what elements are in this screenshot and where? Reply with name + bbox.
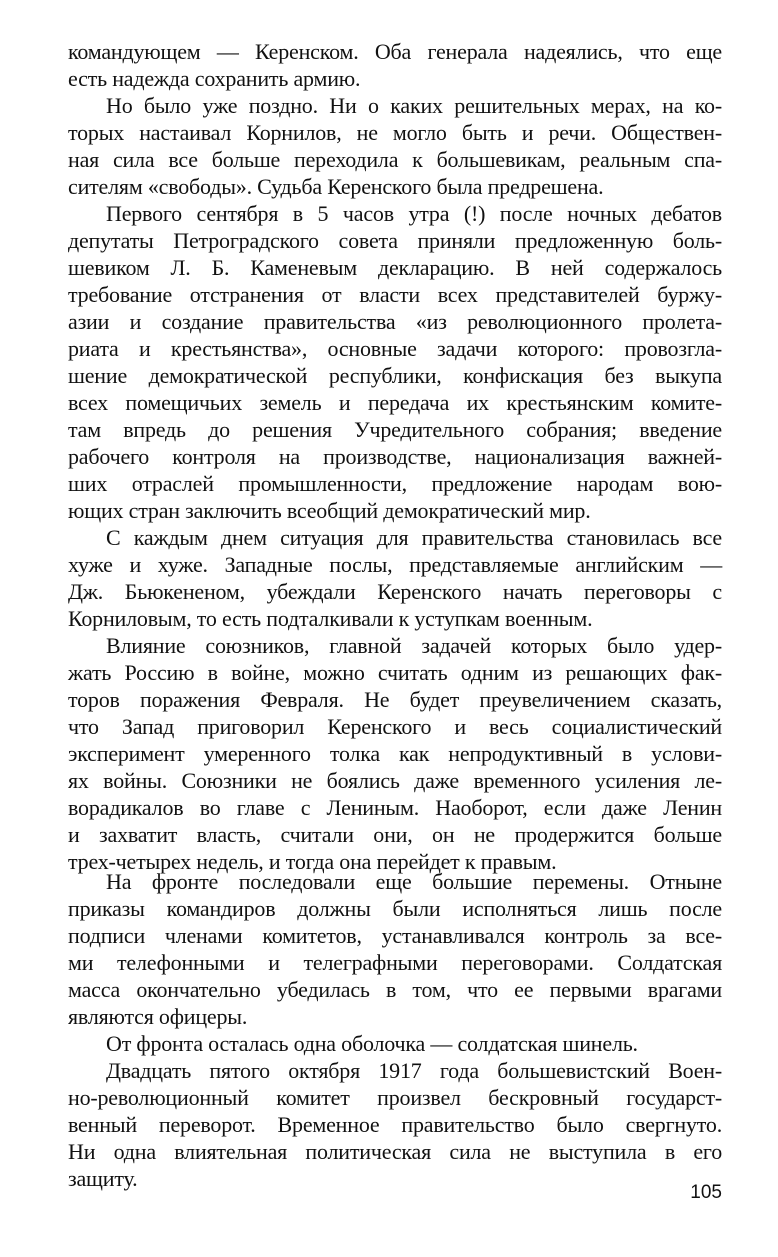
text-block-upper	[68, 38, 722, 875]
text-line: приказы командиров должны были исполняться лишь после	[68, 896, 722, 921]
text-line: От фронта осталась одна оболочка — солдатская шинель.	[106, 1031, 638, 1056]
text-line: рабочего контроля на производстве, национализация важней-	[68, 444, 722, 469]
paragraph	[68, 868, 722, 1030]
text-line: жать Россию в войне, можно считать одним из решающих фак-	[68, 660, 722, 685]
text-line: ворадикалов во главе с Лениным. Наоборот, если даже Ленин	[68, 795, 722, 820]
text-line: командующем — Керенском. Оба генерала надеялись, что еще	[68, 39, 722, 64]
text-line: являются офицеры.	[68, 1004, 248, 1029]
text-line: но-революционный комитет произвел бескровный государст-	[68, 1085, 722, 1110]
text-line: риата и крестьянства», основные задачи которого: провозгла-	[68, 336, 722, 361]
text-line: эксперимент умеренного толка как непродуктивный в услови-	[68, 741, 722, 766]
text-line: там впредь до решения Учредительного собрания; введение	[68, 417, 722, 442]
text-line: и захватит власть, считали они, он не продержится больше	[68, 822, 722, 847]
text-line: ная сила все больше переходила к большевикам, реальным спа-	[68, 147, 722, 172]
text-line: что Запад приговорил Керенского и весь социалистический	[68, 714, 722, 739]
paragraph	[68, 38, 722, 92]
text-line: Первого сентября в 5 часов утра (!) после ночных дебатов	[106, 201, 722, 226]
text-line: защиту.	[68, 1166, 138, 1191]
text-line: Но было уже поздно. Ни о каких решительных мерах, на ко-	[106, 93, 722, 118]
text-line: трех-четырех недель, и тогда она перейдет к правым.	[68, 849, 557, 874]
page-number: 105	[690, 1182, 722, 1203]
paragraph	[68, 524, 722, 632]
text-line: торов поражения Февраля. Не будет преувеличением сказать,	[68, 687, 722, 712]
text-line: сителям «свободы». Судьба Керенского была предрешена.	[68, 174, 604, 199]
text-line: подписи членами комитетов, устанавливался контроль за все-	[68, 923, 722, 948]
paragraph	[68, 92, 722, 200]
text-line: ми телефонными и телеграфными переговорами. Солдатская	[68, 950, 722, 975]
text-line: ших отраслей промышленности, предложение народам вою-	[68, 471, 722, 496]
text-line: шение демократической республики, конфискация без выкупа	[68, 363, 722, 388]
text-line: депутаты Петроградского совета приняли предложенную боль-	[68, 228, 722, 253]
text-line: требование отстранения от власти всех представителей буржу-	[68, 282, 722, 307]
text-line: шевиком Л. Б. Каменевым декларацию. В ней содержалось	[68, 255, 722, 280]
paragraph	[68, 632, 722, 875]
text-line: хуже и хуже. Западные послы, представляемые английским —	[68, 552, 722, 577]
text-line: ях войны. Союзники не боялись даже временного усиления ле-	[68, 768, 722, 793]
text-line: На фронте последовали еще большие перемены. Отныне	[106, 869, 722, 894]
text-line: Дж. Бьюкененом, убеждали Керенского начать переговоры с	[68, 579, 722, 604]
text-line: есть надежда сохранить армию.	[68, 66, 361, 91]
paragraph	[68, 1030, 722, 1057]
text-line: С каждым днем ситуация для правительства становилась все	[106, 525, 722, 550]
paragraph	[68, 1057, 722, 1192]
text-line: Ни одна влиятельная политическая сила не выступила в его	[68, 1139, 722, 1164]
text-line: Двадцать пятого октября 1917 года большевистский Воен-	[106, 1058, 722, 1083]
text-line: Корниловым, то есть подталкивали к уступкам военным.	[68, 606, 593, 631]
text-line: Влияние союзников, главной задачей которых было удер-	[106, 633, 722, 658]
text-line: масса окончательно убедилась в том, что ее первыми врагами	[68, 977, 722, 1002]
paragraph	[68, 200, 722, 524]
text-line: азии и создание правительства «из революционного пролета-	[68, 309, 722, 334]
text-block-lower	[68, 868, 722, 1192]
text-line: всех помещичьих земель и передача их крестьянским комите-	[68, 390, 722, 415]
text-line: венный переворот. Временное правительство было свергнуто.	[68, 1112, 722, 1137]
text-line: торых настаивал Корнилов, не могло быть и речи. Обществен-	[68, 120, 722, 145]
text-line: ющих стран заключить всеобщий демократический мир.	[68, 498, 591, 523]
